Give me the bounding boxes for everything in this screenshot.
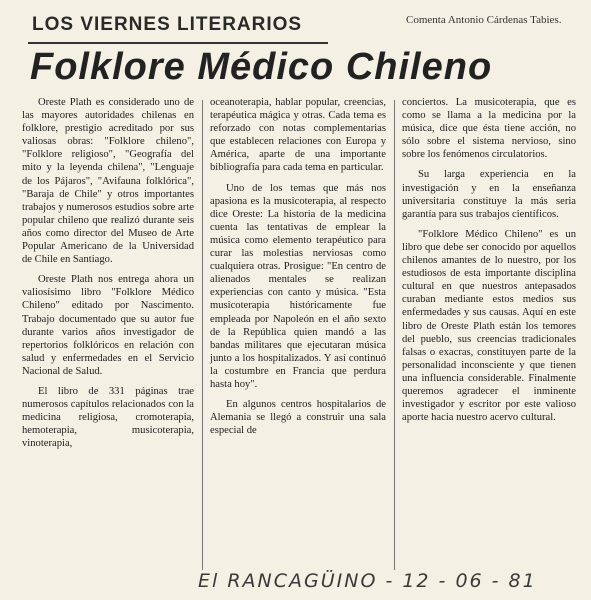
clipping-header — [14, 6, 574, 44]
article-title: Folklore Médico Chileno — [30, 46, 493, 88]
section-title: LOS VIERNES LITERARIOS — [32, 14, 303, 35]
paragraph: Oreste Plath es considerado uno de las mayores autoridades chilenas en folklore, prestigio acreditado por sus valiosas obras: "Folklore chileno", "Folklore religioso", "Geografía del mito y la leyenda chilena", "Lenguaje de los Pájaros", "Avifauna folklórica", "Baraja de Chile" y otros importantes trabajos y numerosos estudios sobre arte popular chileno que realizó durante seis años como director del Museo de Arte Popular Americano de la Universidad de Chile en Santiago. — [22, 97, 194, 266]
article-column-3 — [402, 96, 576, 431]
article-column-2 — [210, 96, 386, 444]
column-divider — [394, 100, 395, 570]
article-column-1 — [22, 96, 194, 457]
paragraph: "Folklore Médico Chileno" es un libro que debe ser conocido por aquellos chilenos amantes de lo nuestro, por los estudiosos de esta importante disciplina cultural en que nuestros antepasados curaban mediante estos medios sus enfermedades y sus causas. Aquí en este libro de Oreste Plath están los temores del pueblo, sus creencias tradicionales falsas o exacras, constituyen parte de la personalidad inconsciente y que tienen una influencia considerable. Finalmente queremos agradecer el inminente investigador y escritor por este valioso aporte hacia nuestro acervo cultural. — [402, 228, 576, 424]
byline: Comenta Antonio Cárdenas Tabies. — [406, 14, 562, 26]
paragraph: conciertos. La musicoterapia, que es como se llama a la medicina por la música, dice que ésta tiene acción, no sólo sobre el sistema nervioso, sino sobre los fenómenos circulatorios. — [402, 97, 576, 161]
handwritten-source-note: El RANCAGÜINO - 12 - 06 - 81 — [198, 570, 537, 592]
paragraph: Su larga experiencia en la investigación y en la enseñanza universitaria constituye la más seria garantía para sus trabajos científicos. — [402, 169, 576, 220]
section-title-underline — [28, 42, 328, 44]
paragraph: El libro de 331 páginas trae numerosos capítulos relacionados con la medicina religiosa, cromoterapia, hemoterapia, musicoterapia, vinoterapia, — [22, 385, 194, 450]
paragraph: En algunos centros hospitalarios de Alemania se llegó a construir una sala especial de — [210, 399, 386, 437]
paragraph: Uno de los temas que más nos apasiona es la musicoterapia, al respecto dice Oreste: La historia de la medicina cuenta las tentativas de emplear la música como elemento terapéutico para curar las molestias nerviosas como cualquiera otras. Prosigue: "En centro de alienados mentales se realizan experiencias con canto y música. "Esta musicoterapia históricamente fue empleada por Napoleón en el año sexto de la República quien mandó a las bandas militares que ejecutaran música junto a los hospitalizados. Y así continuó la costumbre en Francia que perdura hasta hoy". — [210, 182, 386, 390]
column-divider — [202, 100, 203, 570]
paragraph: oceanoterapia, hablar popular, creencias, terapéutica mágica y otras. Cada tema es reforzado con notas complementarias que establecen relaciones con Europa y América, aparte de una importante bibliografía para cada tema en particular. — [210, 97, 386, 174]
paragraph: Oreste Plath nos entrega ahora un valiosísimo libro "Folklore Médico Chileno" editado por Nascimento. Trabajo documentado que su autor fue durante varios años investigador de repertorios folklóricos en relación con salud y enfermedades en el Servicio Nacional de Salud. — [22, 274, 194, 377]
